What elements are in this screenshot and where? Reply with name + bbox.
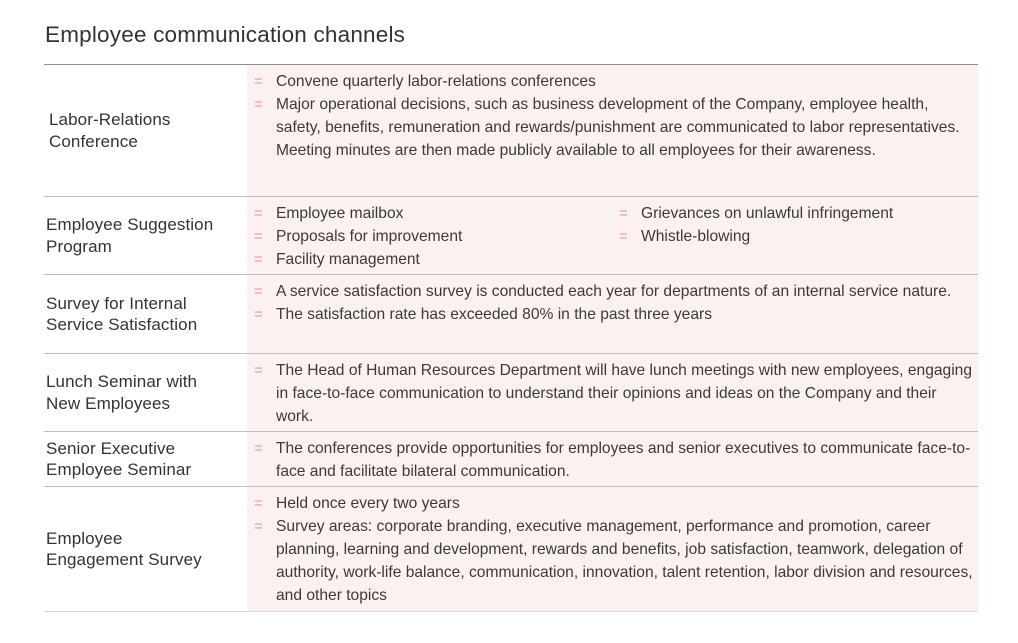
- row-label: Employee Engagement Survey: [46, 528, 202, 569]
- channels-table: [44, 64, 978, 612]
- list-item: = Held once every two years: [254, 492, 974, 515]
- bullet-icon: =: [254, 440, 263, 457]
- list-item: = Employee mailbox: [254, 202, 619, 225]
- table-row: [44, 197, 978, 275]
- table-row: [44, 487, 978, 612]
- bullet-icon: =: [619, 228, 628, 245]
- list-item: = Grievances on unlawful infringement: [619, 202, 974, 225]
- row-content: [247, 432, 978, 486]
- bullet-icon: =: [254, 518, 263, 535]
- bullet-icon: =: [619, 205, 628, 222]
- table-row: [44, 432, 978, 487]
- list-item: = The Head of Human Resources Department will have lunch meetings with new employees, engaging in face-to-face communication to understand their opinions and ideas on the Company and their work.: [254, 359, 974, 428]
- bullet-icon: =: [254, 228, 263, 245]
- bullet-icon: =: [254, 283, 263, 300]
- bullet-icon: =: [254, 205, 263, 222]
- bullet-icon: =: [254, 96, 263, 113]
- bullet-icon: =: [254, 495, 263, 512]
- table-row: [44, 354, 978, 432]
- bullet-icon: =: [254, 362, 263, 379]
- row-content: [247, 354, 978, 431]
- row-content: [247, 487, 978, 611]
- bullet-icon: =: [254, 306, 263, 323]
- list-item: = Major operational decisions, such as business development of the Company, employee health, safety, benefits, remuneration and rewards/punishment are communicated to labor representatives. Meeting minutes are then made publicly available to all employees for their awareness.: [254, 93, 974, 162]
- list-item: = The conferences provide opportunities for employees and senior executives to communicate face-to- face and facilitate bilateral communication.: [254, 437, 974, 483]
- list-item: = Survey areas: corporate branding, executive management, performance and promotion, career planning, learning and development, rewards and benefits, job satisfaction, teamwork, delegation of authority, work-life balance, communication, innovation, talent retention, labor division and resources, and other topics: [254, 515, 974, 607]
- list-item: = Convene quarterly labor-relations conferences: [254, 70, 974, 93]
- table-row: [44, 275, 978, 354]
- row-content: [247, 65, 978, 196]
- list-item: = Proposals for improvement: [254, 225, 619, 248]
- row-content: [247, 197, 978, 274]
- row-content: [247, 275, 978, 353]
- row-label: Labor-Relations Conference: [49, 110, 171, 151]
- bullet-icon: =: [254, 73, 263, 90]
- row-label: Survey for Internal Service Satisfaction: [46, 293, 198, 334]
- list-item: = A service satisfaction survey is conducted each year for departments of an internal service nature.: [254, 280, 974, 303]
- list-item: = The satisfaction rate has exceeded 80% in the past three years: [254, 303, 974, 326]
- row-label: Senior Executive Employee Seminar: [46, 438, 192, 479]
- page-title: Employee communication channels: [45, 22, 406, 47]
- row-label: Employee Suggestion Program: [46, 215, 214, 256]
- row-label: Lunch Seminar with New Employees: [46, 372, 198, 413]
- list-item: = Whistle-blowing: [619, 225, 974, 248]
- list-item: = Facility management: [254, 248, 619, 271]
- table-row: [44, 65, 978, 197]
- bullet-icon: =: [254, 251, 263, 268]
